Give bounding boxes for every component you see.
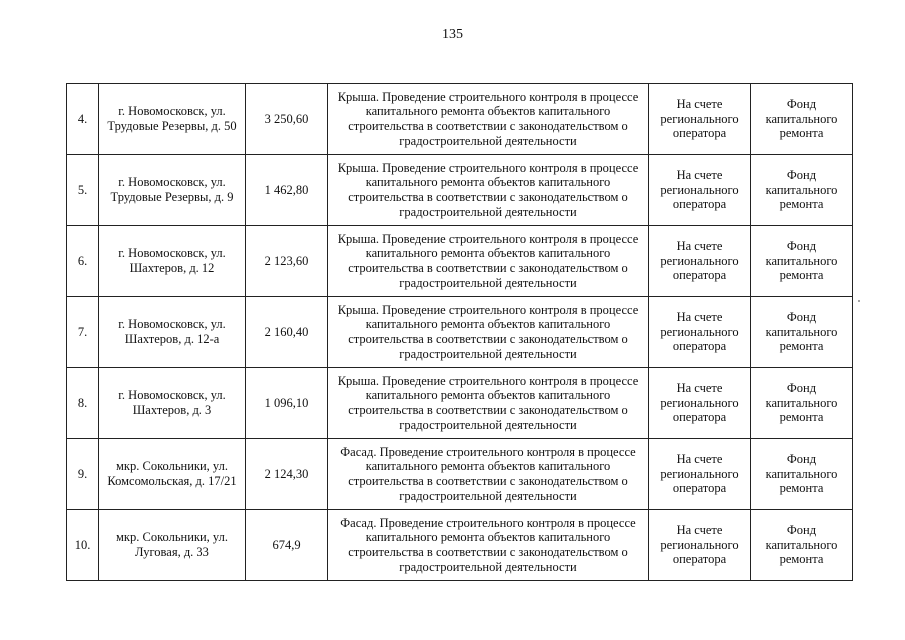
work-description-cell: Крыша. Проведение строительного контроля в процессе капитального ремонта объектов капитального строительства в соответствии с законодательством о градостроительной деятельности [328, 155, 649, 226]
works-table [66, 83, 853, 581]
table-row [67, 439, 853, 510]
row-number-cell: 5. [67, 155, 99, 226]
row-number-cell: 9. [67, 439, 99, 510]
work-description-cell: Крыша. Проведение строительного контроля в процессе капитального ремонта объектов капитального строительства в соответствии с законодательством о градостроительной деятельности [328, 368, 649, 439]
account-cell: На счете регионального оператора [649, 84, 751, 155]
account-cell: На счете регионального оператора [649, 510, 751, 581]
area-cell: 2 160,40 [246, 297, 328, 368]
area-cell: 2 123,60 [246, 226, 328, 297]
funding-source-cell: Фонд капитального ремонта [751, 368, 853, 439]
funding-source-cell: Фонд капитального ремонта [751, 297, 853, 368]
address-cell: мкр. Сокольники, ул. Комсомольская, д. 17/21 [99, 439, 246, 510]
table-row [67, 226, 853, 297]
funding-source-cell: Фонд капитального ремонта [751, 510, 853, 581]
address-cell: мкр. Сокольники, ул. Луговая, д. 33 [99, 510, 246, 581]
funding-source-cell: Фонд капитального ремонта [751, 226, 853, 297]
account-cell: На счете регионального оператора [649, 368, 751, 439]
address-cell: г. Новомосковск, ул. Трудовые Резервы, д. 50 [99, 84, 246, 155]
row-number-cell: 7. [67, 297, 99, 368]
row-number-cell: 4. [67, 84, 99, 155]
work-description-cell: Крыша. Проведение строительного контроля в процессе капитального ремонта объектов капитального строительства в соответствии с законодательством о градостроительной деятельности [328, 297, 649, 368]
account-cell: На счете регионального оператора [649, 297, 751, 368]
row-number-cell: 6. [67, 226, 99, 297]
table-row [67, 297, 853, 368]
area-cell: 3 250,60 [246, 84, 328, 155]
page-number: 135 [442, 27, 463, 42]
area-cell: 1 462,80 [246, 155, 328, 226]
address-cell: г. Новомосковск, ул. Шахтеров, д. 12 [99, 226, 246, 297]
work-description-cell: Крыша. Проведение строительного контроля в процессе капитального ремонта объектов капитального строительства в соответствии с законодательством о градостроительной деятельности [328, 226, 649, 297]
account-cell: На счете регионального оператора [649, 439, 751, 510]
work-description-cell: Крыша. Проведение строительного контроля в процессе капитального ремонта объектов капитального строительства в соответствии с законодательством о градостроительной деятельности [328, 84, 649, 155]
account-cell: На счете регионального оператора [649, 155, 751, 226]
table-row [67, 84, 853, 155]
row-number-cell: 8. [67, 368, 99, 439]
area-cell: 2 124,30 [246, 439, 328, 510]
row-number-cell: 10. [67, 510, 99, 581]
table-row [67, 368, 853, 439]
funding-source-cell: Фонд капитального ремонта [751, 84, 853, 155]
works-table-body [67, 84, 853, 581]
table-row [67, 155, 853, 226]
funding-source-cell: Фонд капитального ремонта [751, 439, 853, 510]
area-cell: 1 096,10 [246, 368, 328, 439]
address-cell: г. Новомосковск, ул. Трудовые Резервы, д. 9 [99, 155, 246, 226]
work-description-cell: Фасад. Проведение строительного контроля в процессе капитального ремонта объектов капитального строительства в соответствии с законодательством о градостроительной деятельности [328, 510, 649, 581]
area-cell: 674,9 [246, 510, 328, 581]
account-cell: На счете регионального оператора [649, 226, 751, 297]
address-cell: г. Новомосковск, ул. Шахтеров, д. 12-а [99, 297, 246, 368]
address-cell: г. Новомосковск, ул. Шахтеров, д. 3 [99, 368, 246, 439]
work-description-cell: Фасад. Проведение строительного контроля в процессе капитального ремонта объектов капитального строительства в соответствии с законодательством о градостроительной деятельности [328, 439, 649, 510]
funding-source-cell: Фонд капитального ремонта [751, 155, 853, 226]
scan-speck [858, 300, 860, 302]
table-row [67, 510, 853, 581]
